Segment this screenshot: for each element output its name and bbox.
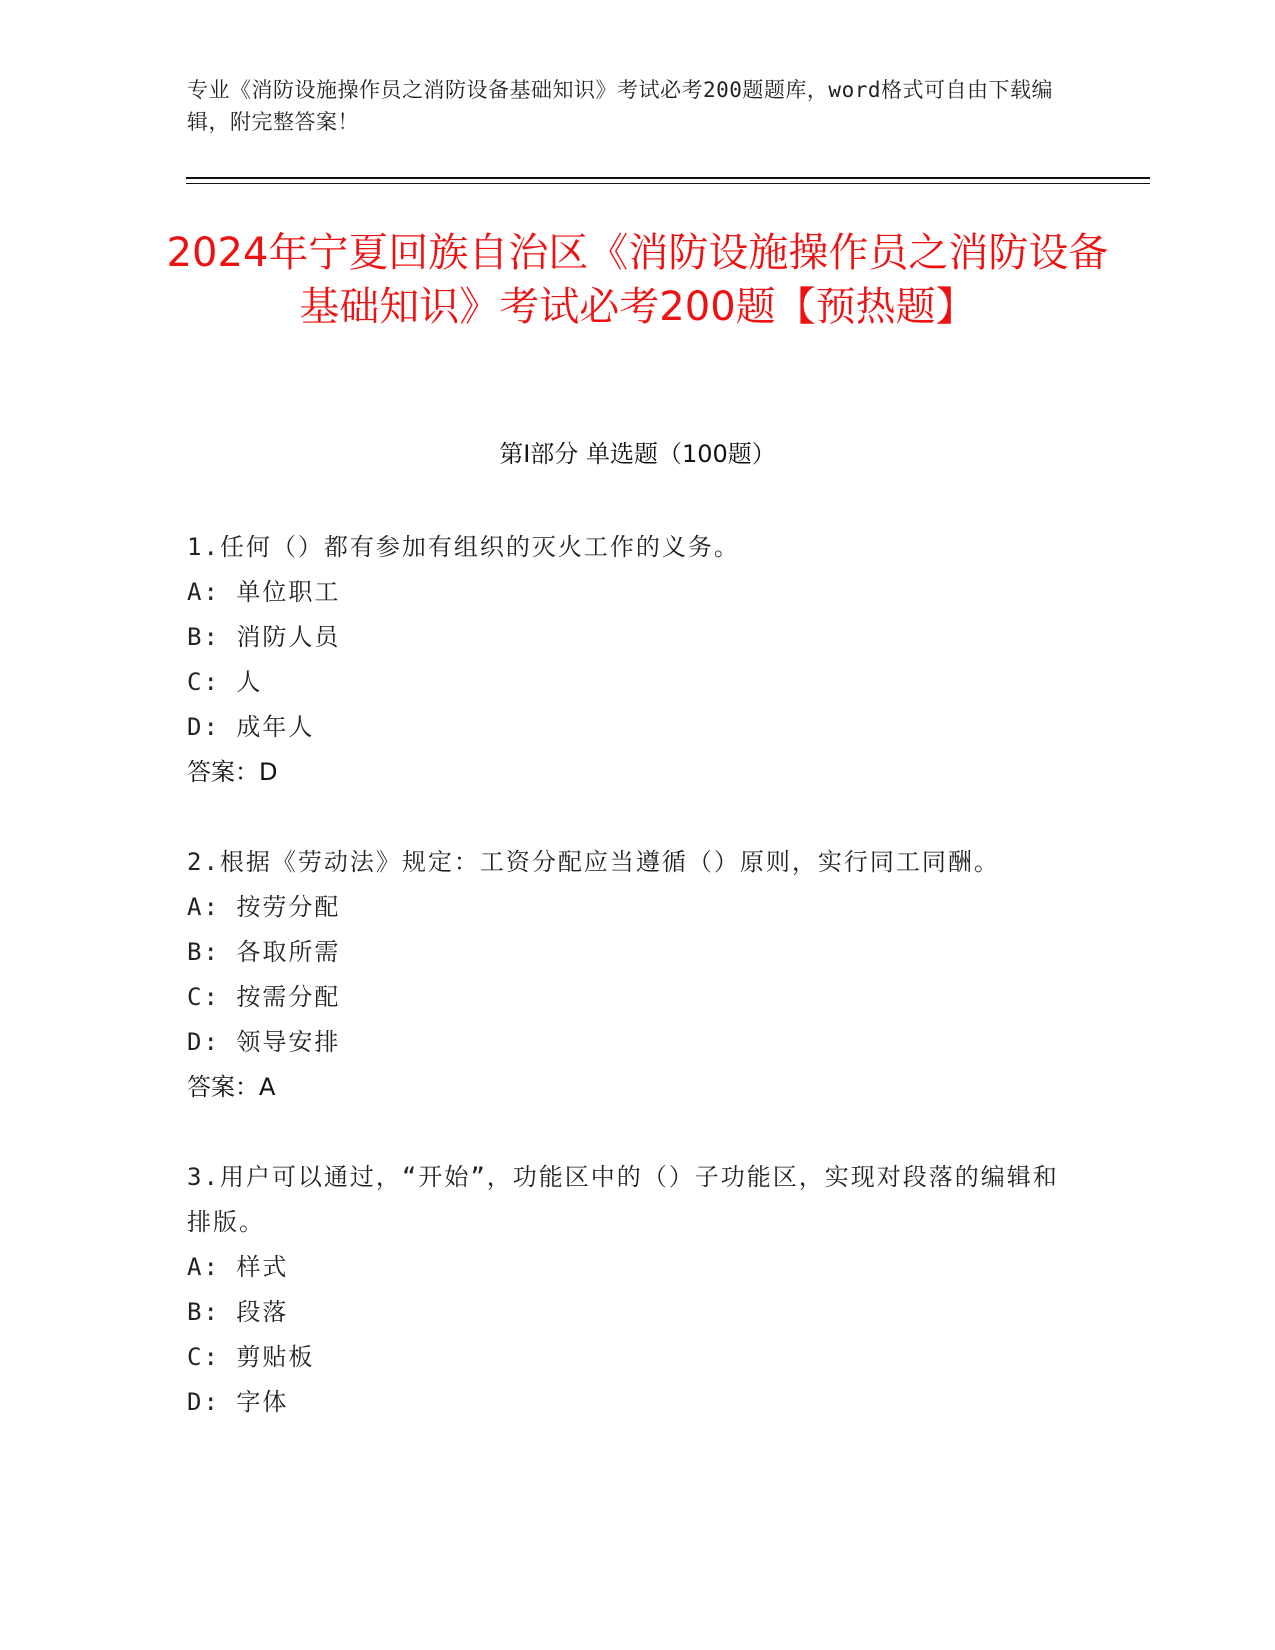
option-b: B: 消防人员 bbox=[187, 623, 341, 651]
option-d: D: 领导安排 bbox=[187, 1028, 341, 1056]
option-d: D: 字体 bbox=[187, 1388, 289, 1416]
option-b: B: 段落 bbox=[187, 1298, 289, 1326]
header-divider-thick bbox=[186, 177, 1150, 179]
option-d: D: 成年人 bbox=[187, 713, 315, 741]
option-a: A: 按劳分配 bbox=[187, 893, 341, 921]
option-a: A: 样式 bbox=[187, 1253, 289, 1281]
document-title: 2024年宁夏回族自治区《消防设施操作员之消防设备基础知识》考试必考200题【预热题】 bbox=[166, 230, 1109, 330]
section-heading: 第I部分 单选题（100题） bbox=[499, 440, 776, 468]
question-stem: 1.任何（）都有参加有组织的灭火工作的义务。 bbox=[187, 533, 740, 561]
header-divider-thin bbox=[186, 183, 1150, 184]
question-stem: 3.用户可以通过，“开始”，功能区中的（）子功能区，实现对段落的编辑和排版。 bbox=[187, 1163, 1059, 1236]
option-c: C: 按需分配 bbox=[187, 983, 341, 1011]
option-c: C: 人 bbox=[187, 668, 263, 696]
option-c: C: 剪贴板 bbox=[187, 1343, 315, 1371]
question-list bbox=[187, 525, 1067, 1470]
answer-line: 答案：D bbox=[187, 758, 278, 786]
question-3 bbox=[187, 1155, 1067, 1425]
option-a: A: 单位职工 bbox=[187, 578, 341, 606]
question-1 bbox=[187, 525, 1067, 795]
header-note: 专业《消防设施操作员之消防设备基础知识》考试必考200题题库，word格式可自由下载编辑，附完整答案！ bbox=[187, 78, 1053, 134]
option-b: B: 各取所需 bbox=[187, 938, 341, 966]
answer-line: 答案：A bbox=[187, 1073, 276, 1101]
question-stem: 2.根据《劳动法》规定：工资分配应当遵循（）原则，实行同工同酬。 bbox=[187, 848, 1000, 876]
question-2 bbox=[187, 840, 1067, 1110]
